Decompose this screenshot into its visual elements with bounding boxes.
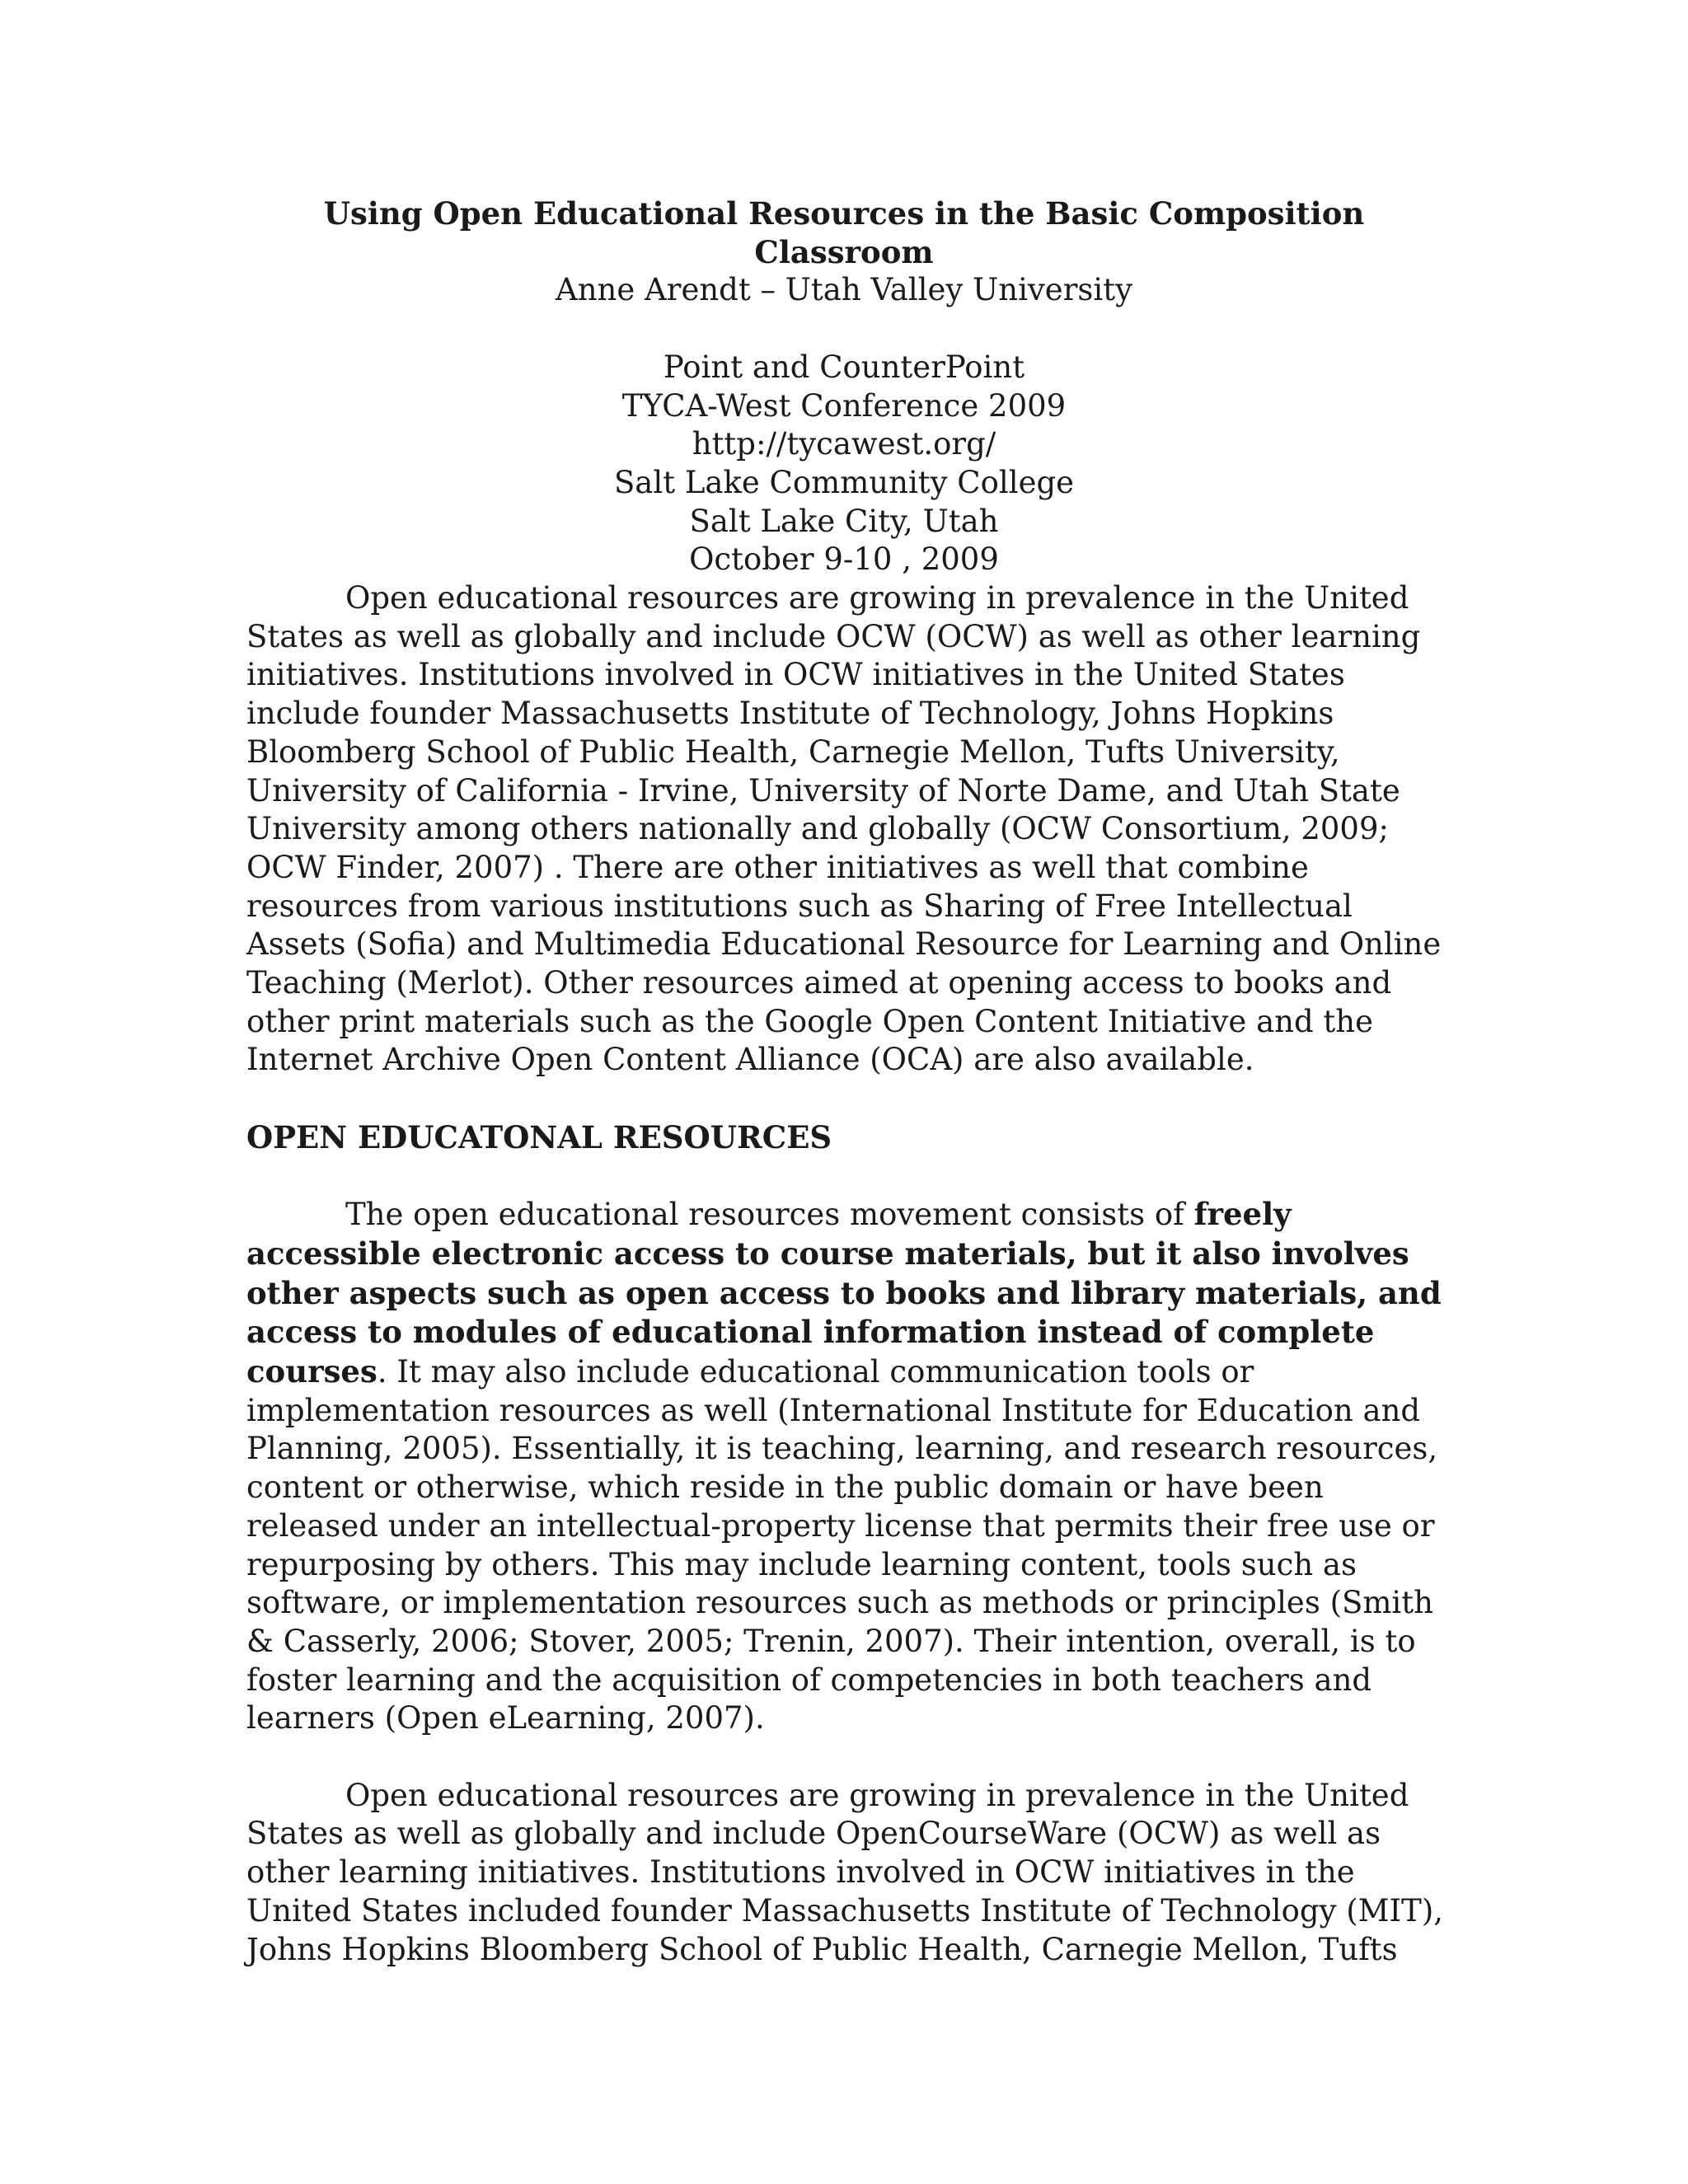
event-name: Point and CounterPoint: [663, 349, 1025, 385]
definition-lead: The open educational resources movement consists of: [345, 1197, 1194, 1233]
definition-paragraph: [246, 1195, 1450, 1738]
document-title: Using Open Educational Resources in the Basic Composition Classroom: [323, 195, 1365, 270]
document-body: [246, 579, 1450, 2008]
continuation-paragraph: Open educational resources are growing in prevalence in the United States as well as globally and include OpenCourseWare (OCW) as well as other learning initiatives. Institutions involved in OCW initiatives in the United States included founder Massachusetts Institute of Technology (MIT), Johns Hopkins Bloomberg School of Public Health, Carnegie Mellon, Tufts: [246, 1777, 1444, 1967]
conference-dates: October 9-10 , 2009: [689, 541, 999, 578]
header-spacer: [239, 310, 1449, 349]
conference-location: Salt Lake City, Utah: [689, 503, 999, 539]
conference-url: http://tycawest.org/: [692, 426, 996, 462]
definition-bold-text: freely accessible electronic access to course materials, but it also involves other aspects such as open access to books and library materials, and access to modules of educational information instead of complete courses: [246, 1196, 1442, 1390]
conference-name: TYCA-West Conference 2009: [621, 387, 1067, 424]
section-heading: OPEN EDUCATONAL RESOURCES: [246, 1118, 832, 1155]
document-header: [239, 194, 1449, 579]
author-line: Anne Arendt – Utah Valley University: [556, 272, 1132, 308]
conference-host: Salt Lake Community College: [613, 464, 1075, 500]
definition-rest: . It may also include educational communication tools or implementation resources as well (International Institute for Education and Planning, 2005). Essentially, it is teaching, learning, and research resources, content or otherwise, which reside in the public domain or have been released under an intellectual-property license that permits their free use or repurposing by others. This may include learning content, tools such as software, or implementation resources such as methods or principles (Smith & Casserly, 2006; Stover, 2005; Trenin, 2007). Their intention, overall, is to foster learning and the acquisition of competencies in both teachers and learners (Open eLearning, 2007).: [246, 1354, 1438, 1736]
intro-paragraph: Open educational resources are growing in prevalence in the United States as well as globally and include OCW (OCW) as well as other learning initiatives. Institutions involved in OCW initiatives in the United States include founder Massachusetts Institute of Technology, Johns Hopkins Bloomberg School of Public Health, Carnegie Mellon, Tufts University, University of California - Irvine, University of Norte Dame, and Utah State University among others nationally and globally (OCW Consortium, 2009; OCW Finder, 2007) . There are other initiatives as well that combine resources from various institutions such as Sharing of Free Intellectual Assets (Sofia) and Multimedia Educational Resource for Learning and Online Teaching (Merlot). Other resources aimed at opening access to books and other print materials such as the Google Open Content Initiative and the Internet Archive Open Content Alliance (OCA) are also available.: [246, 580, 1442, 1078]
